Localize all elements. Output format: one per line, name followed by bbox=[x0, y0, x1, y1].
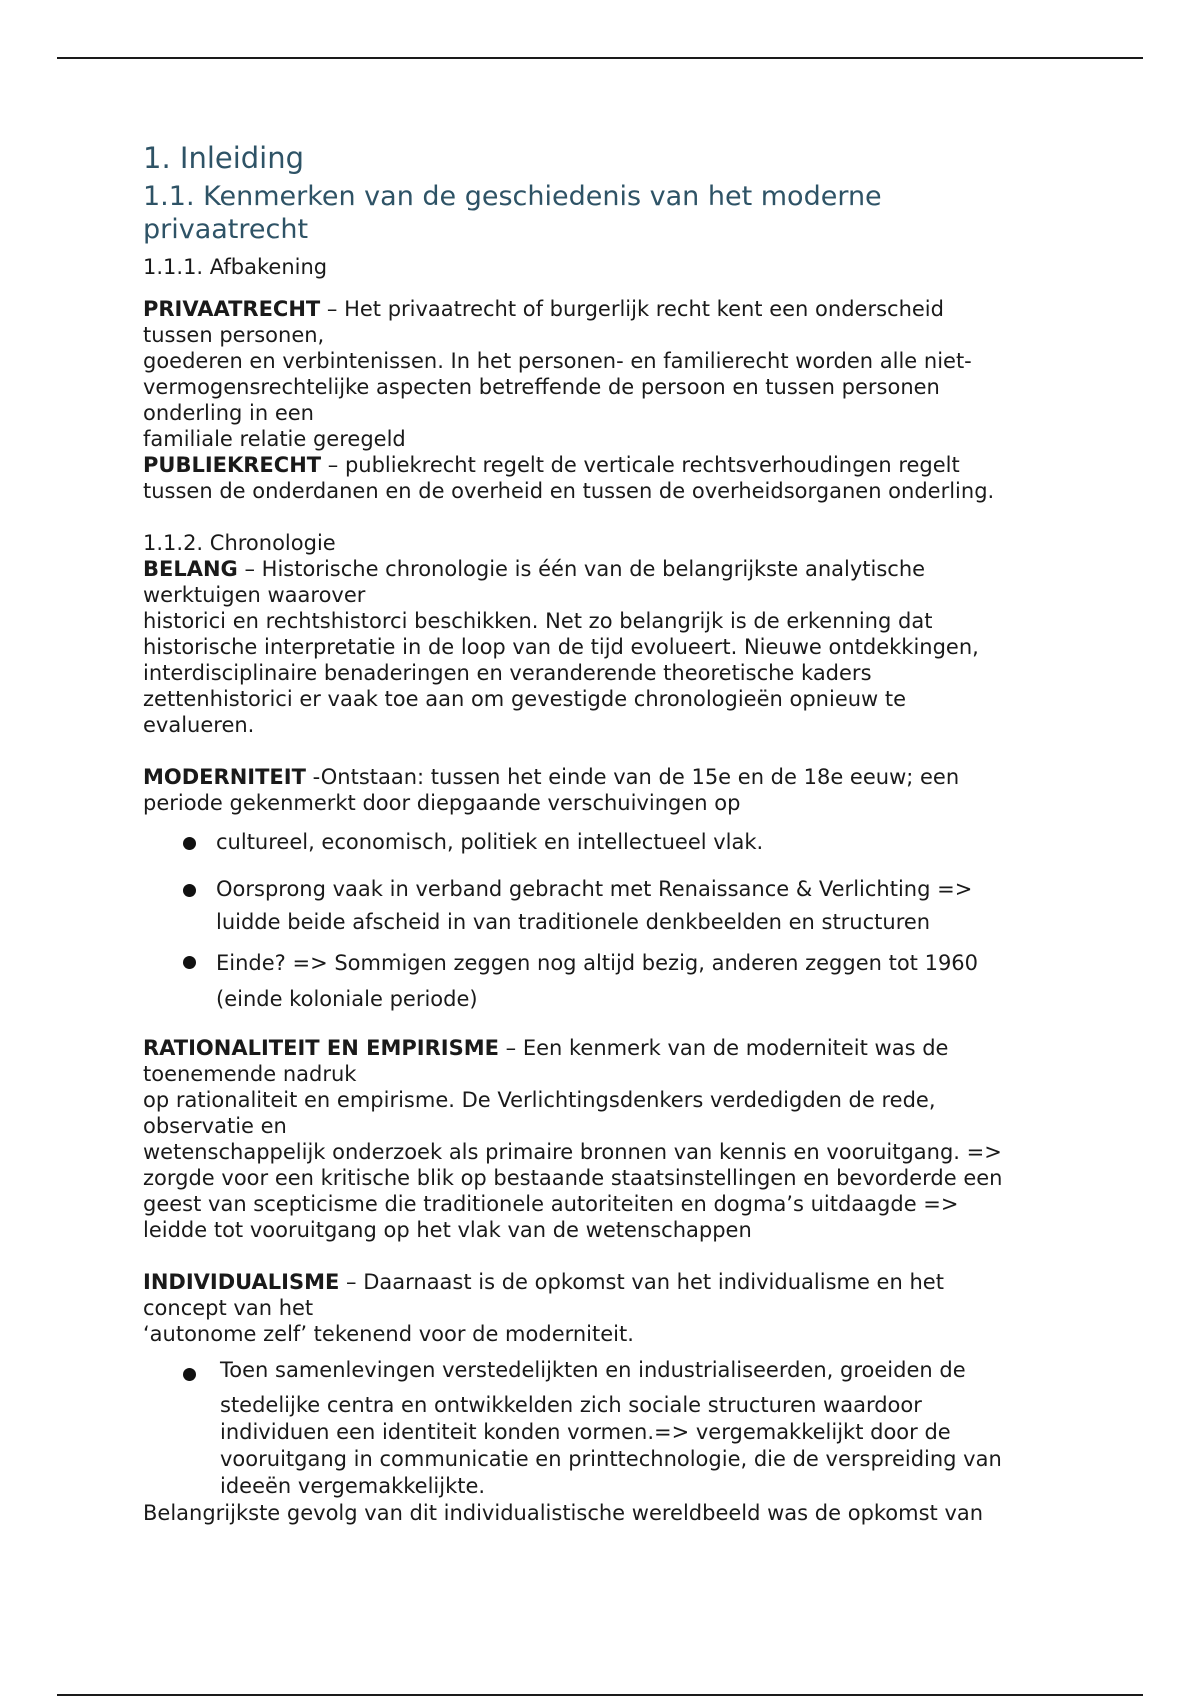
paragraph-line: wetenschappelijk onderzoek als primaire bronnen van kennis en vooruitgang. => bbox=[143, 1140, 1002, 1164]
list-item-text: Oorsprong vaak in verband gebracht met Renaissance & Verlichting => bbox=[216, 877, 973, 901]
term-belang: BELANG bbox=[143, 557, 238, 581]
line-text: – publiekrecht regelt de verticale rechtsverhoudingen regelt bbox=[321, 453, 960, 477]
paragraph-line: toenemende nadruk bbox=[143, 1062, 357, 1086]
term-individualisme: INDIVIDUALISME bbox=[143, 1270, 340, 1294]
heading-afbakening: 1.1.1. Afbakening bbox=[143, 255, 328, 279]
paragraph-line: leidde tot vooruitgang op het vlak van de wetenschappen bbox=[143, 1218, 752, 1242]
paragraph-line bbox=[143, 764, 1073, 790]
paragraph-line: familiale relatie geregeld bbox=[143, 427, 406, 451]
paragraph-line: ‘autonome zelf’ tekenend voor de moderniteit. bbox=[143, 1322, 634, 1346]
paragraph-line: zorgde voor een kritische blik op bestaande staatsinstellingen en bevorderde een bbox=[143, 1166, 1003, 1190]
paragraph-line: goederen en verbintenissen. In het personen- en familierecht worden alle niet- bbox=[143, 349, 972, 373]
heading-kenmerken bbox=[143, 180, 1073, 246]
list-item-text: individuen een identiteit konden vormen.=> vergemakkelijkt door de bbox=[220, 1420, 951, 1444]
paragraph-line: zettenhistorici er vaak toe aan om gevestigde chronologieën opnieuw te bbox=[143, 687, 907, 711]
paragraph-rationaliteit bbox=[143, 1035, 1073, 1243]
paragraph-line: op rationaliteit en empirisme. De Verlichtingsdenkers verdedigden de rede, bbox=[143, 1088, 936, 1112]
paragraph-line: tussen de onderdanen en de overheid en tussen de overheidsorganen onderling. bbox=[143, 479, 995, 503]
heading-kenmerken-line-2: privaatrecht bbox=[143, 214, 309, 245]
paragraph-line: evalueren. bbox=[143, 713, 255, 737]
paragraph-moderniteit bbox=[143, 764, 1073, 816]
line-text: – Historische chronologie is één van de belangrijkste analytische bbox=[237, 557, 926, 581]
paragraph-line: historische interpretatie in de loop van de tijd evolueert. Nieuwe ontdekkingen, bbox=[143, 635, 979, 659]
list-item bbox=[143, 826, 1073, 858]
paragraph-line: historici en rechtshistorci beschikken. Net zo belangrijk is de erkenning dat bbox=[143, 609, 933, 633]
list-item-text: stedelijke centra en ontwikkelden zich sociale structuren waardoor bbox=[220, 1393, 922, 1417]
paragraph-line: concept van het bbox=[143, 1296, 314, 1320]
individualisme-bullet-list bbox=[143, 1357, 1073, 1500]
paragraph-closing: Belangrijkste gevolg van dit individualistische wereldbeeld was de opkomst van bbox=[143, 1501, 984, 1525]
paragraph-line: onderling in een bbox=[143, 401, 314, 425]
paragraph-privaatrecht bbox=[143, 296, 1073, 452]
top-rule bbox=[57, 57, 1143, 59]
paragraph-line: vermogensrechtelijke aspecten betreffende de persoon en tussen personen bbox=[143, 375, 940, 399]
term-rationaliteit: RATIONALITEIT EN EMPIRISME bbox=[143, 1036, 499, 1060]
line-text: -Ontstaan: tussen het einde van de 15e en de 18e eeuw; een bbox=[305, 765, 960, 789]
paragraph-individualisme bbox=[143, 1269, 1073, 1347]
moderniteit-bullet-list bbox=[143, 826, 1073, 1017]
paragraph-line bbox=[143, 1035, 1073, 1061]
paragraph-line bbox=[143, 556, 1073, 582]
list-item-text: ideeën vergemakkelijkte. bbox=[220, 1474, 486, 1498]
document-page bbox=[143, 140, 1073, 1527]
term-privaatrecht: PRIVAATRECHT bbox=[143, 297, 321, 321]
line-text: – Daarnaast is de opkomst van het individualisme en het bbox=[339, 1270, 944, 1294]
paragraph-line: geest van scepticisme die traditionele autoriteiten en dogma’s uitdaagde => bbox=[143, 1192, 959, 1216]
list-item-text: cultureel, economisch, politiek en intellectueel vlak. bbox=[216, 830, 764, 854]
term-moderniteit: MODERNITEIT bbox=[143, 765, 306, 789]
heading-inleiding: 1. Inleiding bbox=[143, 141, 305, 175]
paragraph-line: tussen personen, bbox=[143, 323, 325, 347]
line-text: – Een kenmerk van de moderniteit was de bbox=[498, 1036, 949, 1060]
bottom-rule bbox=[57, 1694, 1143, 1696]
term-publiekrecht: PUBLIEKRECHT bbox=[143, 453, 322, 477]
list-item bbox=[143, 945, 1073, 1017]
heading-chronologie: 1.1.2. Chronologie bbox=[143, 531, 336, 555]
heading-kenmerken-line-1: 1.1. Kenmerken van de geschiedenis van het moderne bbox=[143, 181, 882, 212]
list-item-text: luidde beide afscheid in van traditionele denkbeelden en structuren bbox=[216, 910, 931, 934]
paragraph-line bbox=[143, 296, 1073, 322]
line-text: – Het privaatrecht of burgerlijk recht kent een onderscheid bbox=[320, 297, 944, 321]
paragraph-line: observatie en bbox=[143, 1114, 287, 1138]
list-item-text: Toen samenlevingen verstedelijkten en industrialiseerden, groeiden de bbox=[220, 1358, 966, 1382]
list-item-text: (einde koloniale periode) bbox=[216, 987, 478, 1011]
paragraph-line bbox=[143, 1269, 1073, 1295]
list-item-text: Einde? => Sommigen zeggen nog altijd bezig, anderen zeggen tot 1960 bbox=[216, 951, 979, 975]
paragraph-line bbox=[143, 452, 1073, 478]
paragraph-line: werktuigen waarover bbox=[143, 583, 366, 607]
list-item bbox=[143, 873, 1073, 939]
list-item bbox=[143, 1357, 1073, 1500]
paragraph-belang bbox=[143, 556, 1073, 738]
paragraph-line: periode gekenmerkt door diepgaande verschuivingen op bbox=[143, 791, 741, 815]
paragraph-line: interdisciplinaire benaderingen en veranderende theoretische kaders bbox=[143, 661, 872, 685]
list-item-text: vooruitgang in communicatie en printtechnologie, die de verspreiding van bbox=[220, 1447, 1002, 1471]
paragraph-publiekrecht bbox=[143, 452, 1073, 504]
